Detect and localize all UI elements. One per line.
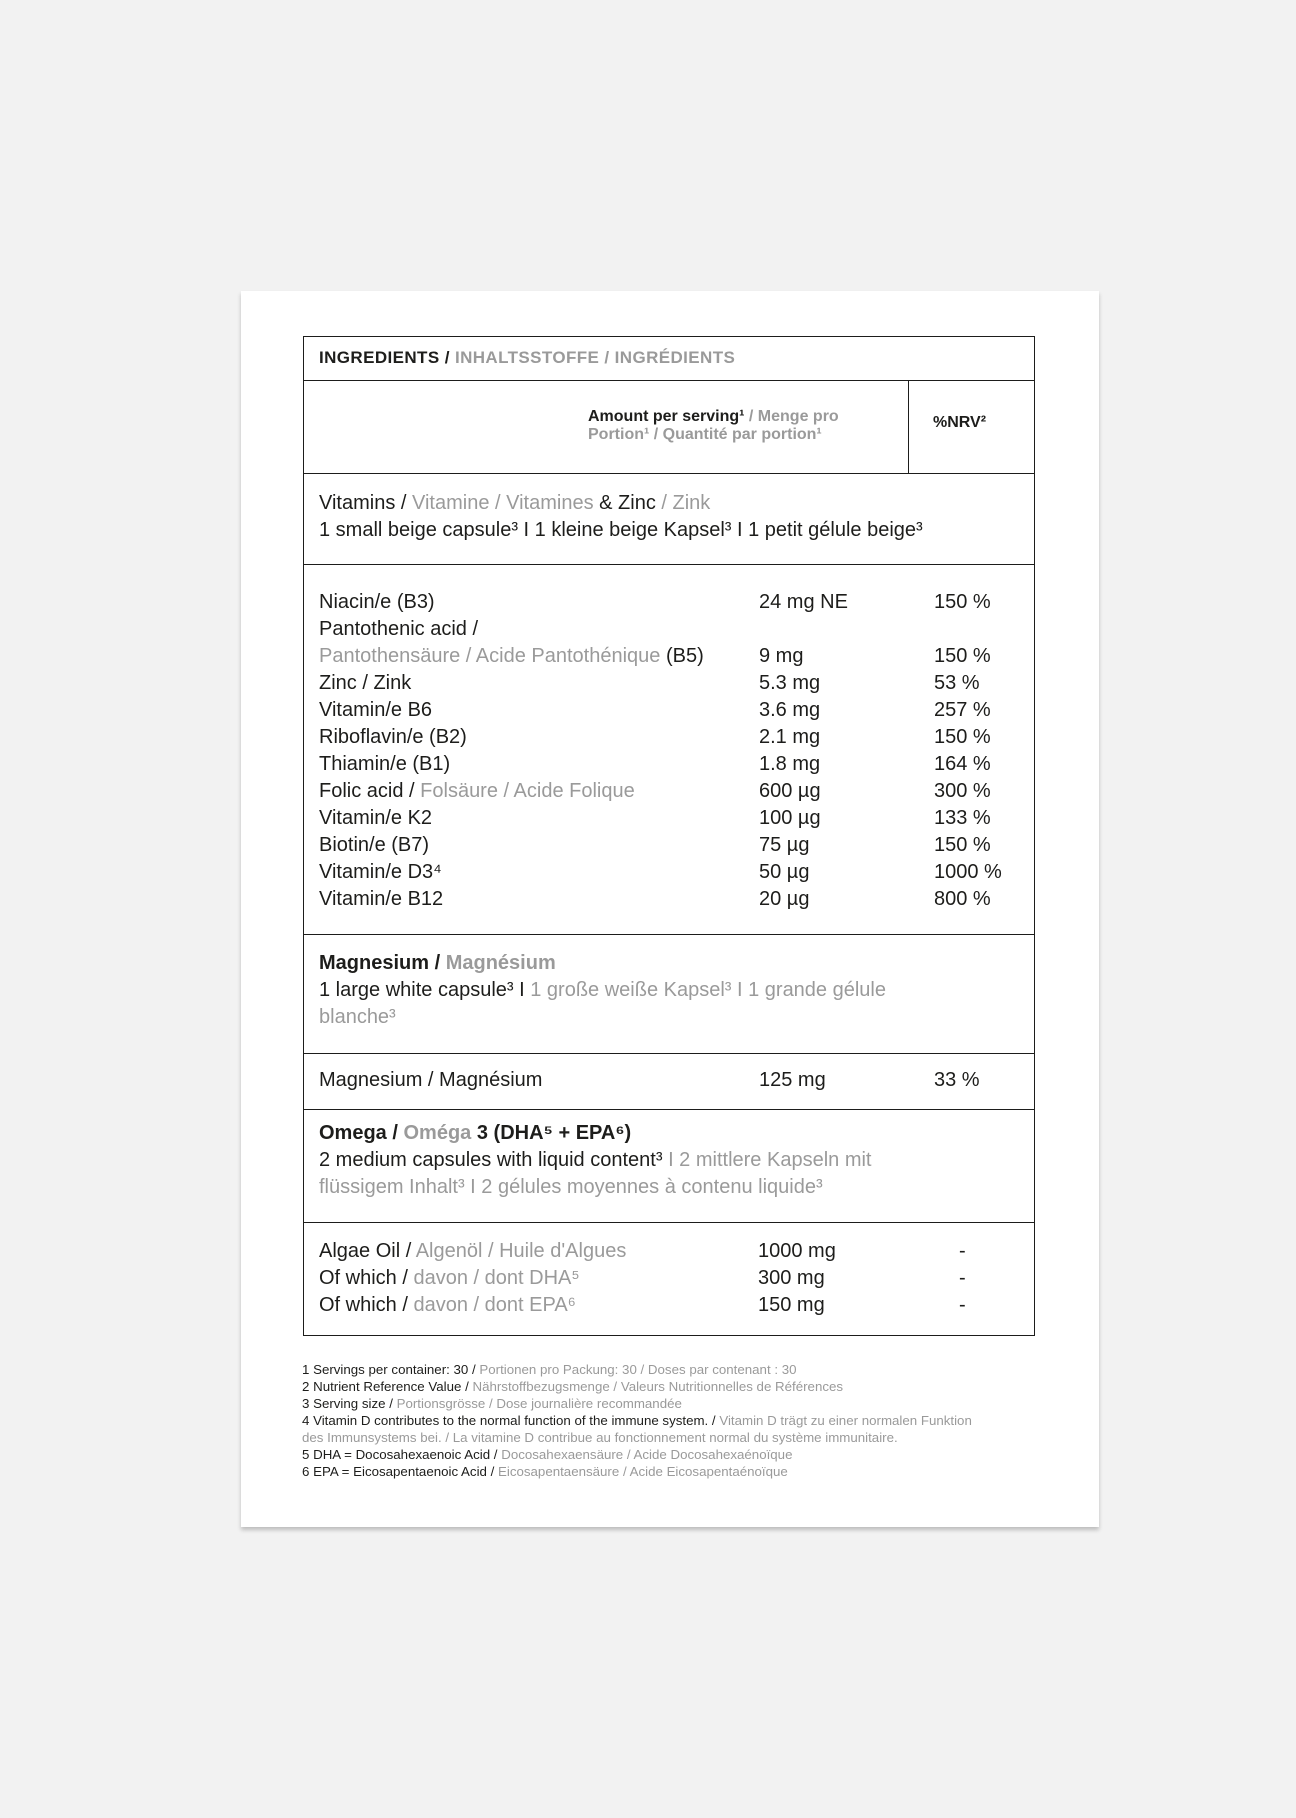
vitamins-group-title: Vitamins / Vitamine / Vitamines & Zinc / Zink 1 small beige capsule³ I 1 kleine beige Kapsel³ I 1 petit gélule beige³ (319, 490, 923, 544)
table-row (304, 832, 1034, 859)
nutrient-name-translation: davon / dont DHA⁵ (413, 1267, 580, 1289)
nutrient-amount: 75 µg (759, 834, 810, 856)
nutrient-name-translation: davon / dont EPA⁶ (413, 1294, 576, 1316)
footnote-line (302, 1463, 1042, 1480)
footnote-line (302, 1429, 1042, 1446)
nutrient-name-suffix: (B5) (660, 645, 704, 667)
nutrient-nrv: 164 % (934, 753, 991, 775)
nutrient-amount: 24 mg NE (759, 591, 848, 613)
footnote-translation: Nährstoffbezugsmenge / Valeurs Nutritionnelles de Références (468, 1379, 844, 1394)
magnesium-group-header (304, 935, 1034, 1054)
nutrient-name-translation: Folsäure / Acide Folique (420, 780, 635, 802)
omega-group-header (304, 1110, 1034, 1223)
nutrient-name-main: Pantothenic acid / (319, 618, 478, 640)
footnote-line (302, 1378, 1042, 1395)
table-row (304, 616, 1034, 643)
footnote-line (302, 1446, 1042, 1463)
footnote-translation: Vitamin D trägt zu einer normalen Funktion (715, 1413, 972, 1428)
omega-rows (304, 1238, 1034, 1319)
nutrient-nrv: - (959, 1267, 966, 1289)
nutrient-name-main: Vitamin/e D3⁴ (319, 861, 442, 883)
nutrient-amount: 125 mg (759, 1069, 826, 1091)
nutrient-amount: 300 mg (758, 1267, 825, 1289)
nrv-column-header: %NRV² (933, 414, 987, 431)
column-header-row (304, 381, 1034, 474)
nutrient-nrv: 150 % (934, 726, 991, 748)
footnote-translation: des Immunsystems bei. / La vitamine D contribue au fonctionnement normal du système immunitaire. (302, 1430, 898, 1445)
nutrient-amount: 150 mg (758, 1294, 825, 1316)
nutrient-name-main: Folic acid / (319, 780, 421, 802)
ingredients-table (303, 336, 1035, 1336)
table-row (304, 1238, 1034, 1265)
nutrient-name (319, 751, 450, 778)
footnote-translation: Portionen pro Packung: 30 / Doses par contenant : 30 (475, 1362, 797, 1377)
nutrient-name (319, 805, 432, 832)
footnote-main: 1 Servings per container: 30 / (302, 1362, 476, 1377)
table-row (304, 859, 1034, 886)
nutrient-name (319, 778, 635, 805)
nutrient-nrv: 300 % (934, 780, 991, 802)
nutrient-name (319, 886, 443, 913)
footnote-translation: Eicosapentaensäure / Acide Eicosapentaénoïque (494, 1464, 788, 1479)
nutrient-nrv: 33 % (934, 1069, 980, 1091)
table-row (304, 1292, 1034, 1319)
footnote-translation: Docosahexaensäure / Acide Docosahexaénoïque (497, 1447, 793, 1462)
vitamins-rows (304, 589, 1034, 913)
nutrient-name-main: Vitamin/e K2 (319, 807, 433, 829)
table-title-row (304, 337, 1034, 381)
nutrient-name-translation: Pantothensäure / Acide Pantothénique (319, 645, 661, 667)
table-row (304, 1265, 1034, 1292)
omega-group-title: Omega / Oméga 3 (DHA⁵ + EPA⁶) 2 medium capsules with liquid content³ I 2 mittlere Kapseln mit flüssigem Inhalt³ I 2 gélules moyennes à contenu liquide³ (319, 1120, 959, 1201)
table-title: INGREDIENTS / INHALTSSTOFFE / INGRÉDIENTS (319, 348, 736, 367)
nutrient-nrv: 53 % (934, 672, 980, 694)
nutrient-name-main: Vitamin/e B12 (319, 888, 444, 910)
nutrient-nrv: 150 % (934, 591, 991, 613)
nutrient-name-translation: Algenöl / Huile d'Algues (415, 1240, 627, 1262)
column-divider (908, 381, 909, 473)
footnote-main: 6 EPA = Eicosapentaenoic Acid / (302, 1464, 495, 1479)
table-row (304, 643, 1034, 670)
nutrient-nrv: 800 % (934, 888, 991, 910)
footnote-main: 2 Nutrient Reference Value / (302, 1379, 469, 1394)
nutrient-name (319, 1292, 576, 1319)
nutrient-name-main: Thiamin/e (B1) (319, 753, 451, 775)
footnote-line (302, 1361, 1042, 1378)
nutrient-amount: 3.6 mg (759, 699, 821, 721)
vitamins-capsule-info: 1 small beige capsule³ I 1 kleine beige Kapsel³ I 1 petit gélule beige³ (319, 519, 923, 541)
nutrient-amount: 5.3 mg (759, 672, 821, 694)
nutrient-amount: 20 µg (759, 888, 810, 910)
nutrient-name (319, 697, 432, 724)
nutrient-amount: 1000 mg (758, 1240, 836, 1262)
ingredients-card (241, 291, 1099, 1527)
nutrient-name-main: Zinc / Zink (319, 672, 412, 694)
footnotes (302, 1361, 1042, 1480)
table-row (304, 670, 1034, 697)
footnote-translation: Portionsgrösse / Dose journalière recommandée (392, 1396, 682, 1411)
nutrient-nrv: 133 % (934, 807, 991, 829)
amount-column-header: Amount per serving¹ / Menge pro Portion¹ / Quantité par portion¹ (588, 408, 839, 443)
nutrient-amount: 100 µg (759, 807, 821, 829)
nutrient-name (319, 1238, 626, 1265)
nutrient-nrv: 150 % (934, 645, 991, 667)
footnote-main: 3 Serving size / (302, 1396, 393, 1411)
nutrient-amount: 50 µg (759, 861, 810, 883)
nutrient-name (319, 643, 704, 670)
magnesium-row-section (304, 1054, 1034, 1110)
table-row (304, 1067, 1034, 1094)
table-row (304, 778, 1034, 805)
nutrient-name-main: Vitamin/e B6 (319, 699, 433, 721)
nutrient-name: Magnesium / Magnésium (319, 1069, 543, 1091)
nutrient-name (319, 859, 442, 886)
nutrient-name-main: Riboflavin/e (B2) (319, 726, 467, 748)
table-row (304, 697, 1034, 724)
omega-capsule-info: 2 medium capsules with liquid content³ I 2 mittlere Kapseln mit flüssigem Inhalt³ I 2 gélules moyennes à contenu liquide³ (319, 1149, 872, 1198)
nutrient-name (319, 832, 429, 859)
omega-rows-section (304, 1223, 1034, 1337)
nutrient-name-main: Of which / (319, 1267, 414, 1289)
table-row (304, 751, 1034, 778)
table-row (304, 805, 1034, 832)
footnote-main: 5 DHA = Docosahexaenoic Acid / (302, 1447, 498, 1462)
nutrient-nrv: - (959, 1240, 966, 1262)
table-row (304, 589, 1034, 616)
nutrient-amount: 2.1 mg (759, 726, 821, 748)
nutrient-name (319, 724, 467, 751)
nutrient-name-main: Of which / (319, 1294, 414, 1316)
nutrient-nrv: 257 % (934, 699, 991, 721)
nutrient-nrv: 1000 % (934, 861, 1002, 883)
table-row (304, 886, 1034, 913)
nutrient-amount: 1.8 mg (759, 753, 821, 775)
nutrient-name-main: Niacin/e (B3) (319, 591, 435, 613)
nutrient-name (319, 1265, 580, 1292)
footnote-line (302, 1412, 1042, 1429)
nutrient-amount: 600 µg (759, 780, 821, 802)
magnesium-capsule-info: 1 large white capsule³ I 1 große weiße Kapsel³ I 1 grande gélule blanche³ (319, 979, 886, 1028)
table-row (304, 724, 1034, 751)
nutrient-name-main: Biotin/e (B7) (319, 834, 430, 856)
vitamins-group-header (304, 474, 1034, 565)
footnote-line (302, 1395, 1042, 1412)
vitamins-rows-section (304, 565, 1034, 935)
nutrient-name (319, 589, 435, 616)
nutrient-nrv: 150 % (934, 834, 991, 856)
nutrient-amount: 9 mg (759, 645, 804, 667)
nutrient-nrv: - (959, 1294, 966, 1316)
magnesium-group-title: Magnesium / Magnésium 1 large white capsule³ I 1 große weiße Kapsel³ I 1 grande gélule blanche³ (319, 950, 959, 1031)
nutrient-name (319, 670, 411, 697)
nutrient-name-main: Algae Oil / (319, 1240, 416, 1262)
footnote-main: 4 Vitamin D contributes to the normal function of the immune system. / (302, 1413, 716, 1428)
nutrient-name (319, 616, 478, 643)
